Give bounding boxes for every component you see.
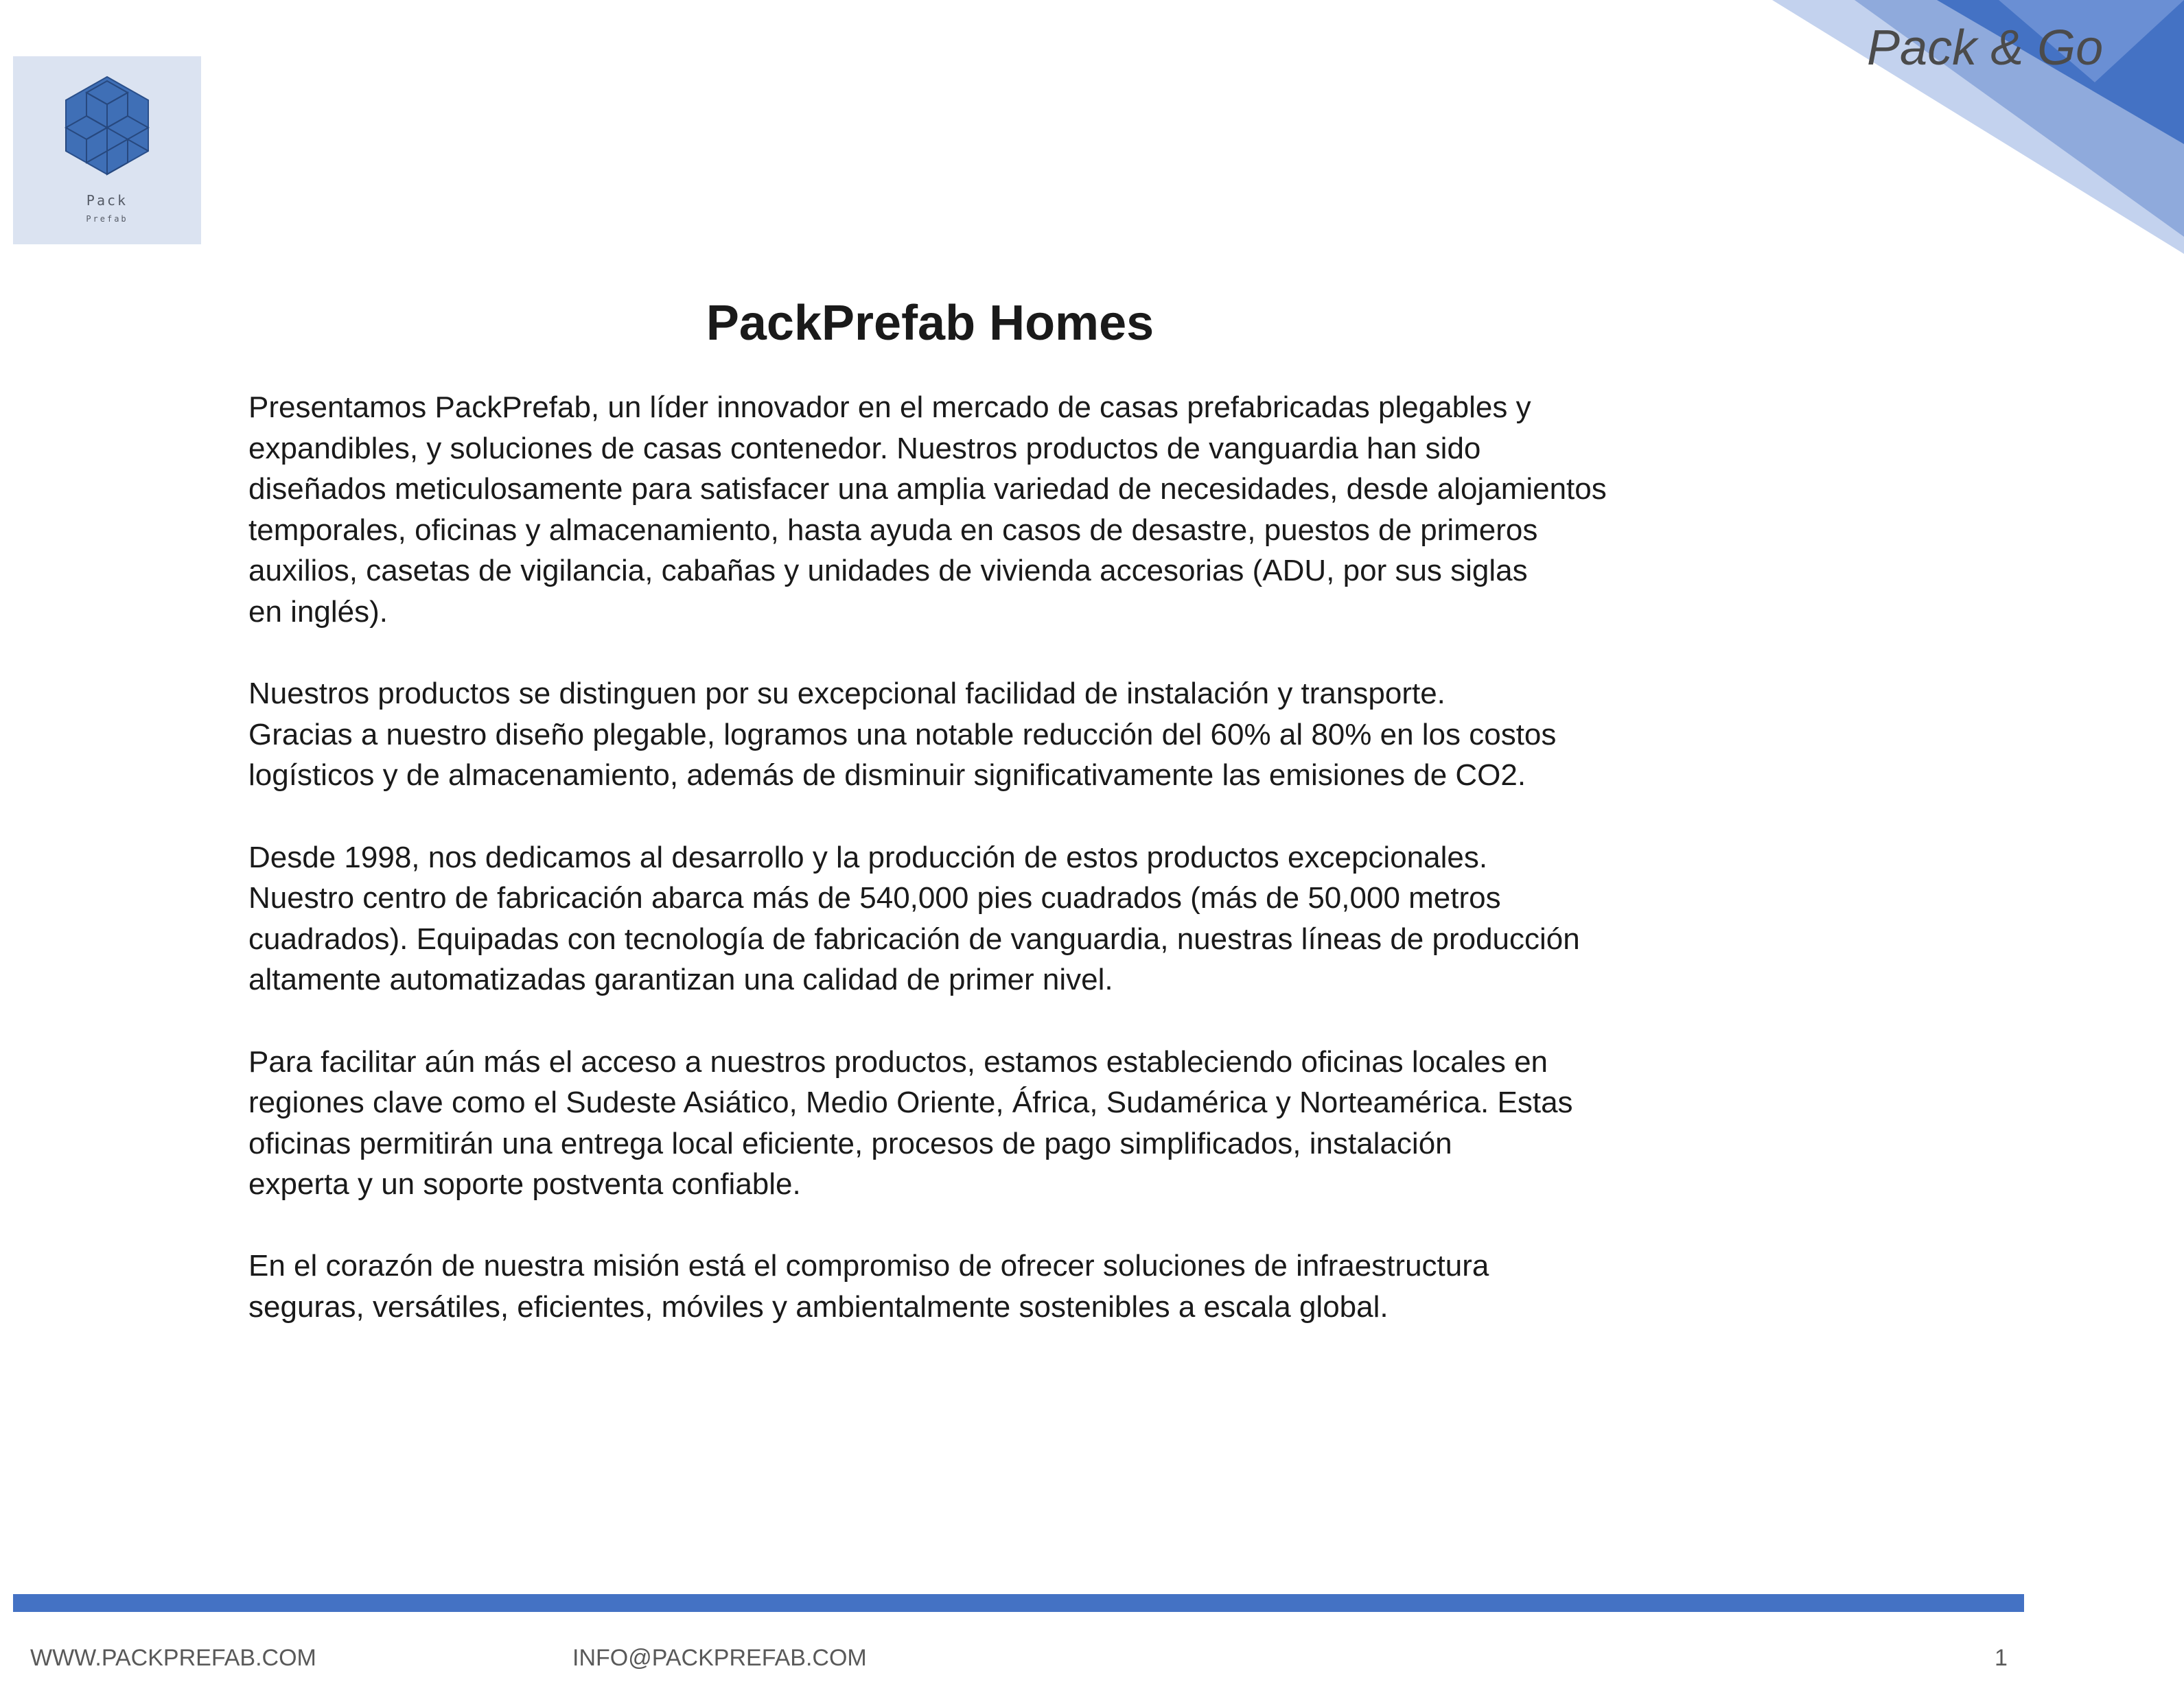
document-body <box>248 387 1786 1368</box>
text-line: altamente automatizadas garantizan una calidad de primer nivel. <box>248 963 1113 997</box>
text-line: auxilios, casetas de vigilancia, cabañas y unidades de vivienda accesorias (ADU, por sus siglas <box>248 554 1528 588</box>
text-line: regiones clave como el Sudeste Asiático, Medio Oriente, África, Sudamérica y Norteamérica. Estas <box>248 1086 1573 1120</box>
stacked-cubes-hexagon-icon <box>62 74 152 184</box>
text-line: experta y un soporte postventa confiable. <box>248 1167 801 1202</box>
text-line: oficinas permitirán una entrega local eficiente, procesos de pago simplificados, instalación <box>248 1126 1452 1160</box>
text-line: temporales, oficinas y almacenamiento, hasta ayuda en casos de desastre, puestos de primeros <box>248 513 1538 547</box>
text-line: Gracias a nuestro diseño plegable, logramos una notable reducción del 60% al 80% en los costos <box>248 717 1557 751</box>
footer-email: INFO@PACKPREFAB.COM <box>572 1645 867 1671</box>
document-title: PackPrefab Homes <box>706 296 1154 351</box>
text-line: en inglés). <box>248 594 388 629</box>
text-line: Presentamos PackPrefab, un líder innovador en el mercado de casas prefabricadas plegables y <box>248 390 1531 424</box>
text-line: Nuestros productos se distinguen por su excepcional facilidad de instalación y transporte. <box>248 677 1445 711</box>
text-line: diseñados meticulosamente para satisfacer una amplia variedad de necesidades, desde alojamientos <box>248 472 1607 506</box>
paragraph-history <box>248 837 1786 1001</box>
brand-tagline: Pack & Go <box>1867 21 2104 75</box>
text-line: Nuestro centro de fabricación abarca más de 540,000 pies cuadrados (más de 50,000 metros <box>248 881 1501 915</box>
logo-word-top: Pack <box>86 192 128 209</box>
text-line: Para facilitar aún más el acceso a nuestros productos, estamos estableciendo oficinas locales en <box>248 1044 1548 1079</box>
footer-divider <box>13 1594 2024 1612</box>
paragraph-intro <box>248 387 1786 633</box>
page-number: 1 <box>1995 1645 2008 1671</box>
text-line: seguras, versátiles, eficientes, móviles y ambientalmente sostenibles a escala global. <box>248 1290 1389 1324</box>
text-line: logísticos y de almacenamiento, además de disminuir significativamente las emisiones de CO2. <box>248 758 1526 793</box>
text-line: En el corazón de nuestra misión está el compromiso de ofrecer soluciones de infraestructura <box>248 1249 1489 1283</box>
paragraph-logistics <box>248 673 1786 796</box>
text-line: Desde 1998, nos dedicamos al desarrollo y la producción de estos productos excepcionales. <box>248 840 1488 874</box>
paragraph-offices <box>248 1042 1786 1205</box>
footer-website: WWW.PACKPREFAB.COM <box>30 1645 316 1671</box>
text-line: expandibles, y soluciones de casas contenedor. Nuestros productos de vanguardia han sido <box>248 431 1481 465</box>
logo-word-bottom: Prefab <box>86 214 128 224</box>
text-line: cuadrados). Equipadas con tecnología de fabricación de vanguardia, nuestras líneas de producción <box>248 922 1580 956</box>
company-logo <box>13 56 201 244</box>
paragraph-mission <box>248 1246 1786 1327</box>
